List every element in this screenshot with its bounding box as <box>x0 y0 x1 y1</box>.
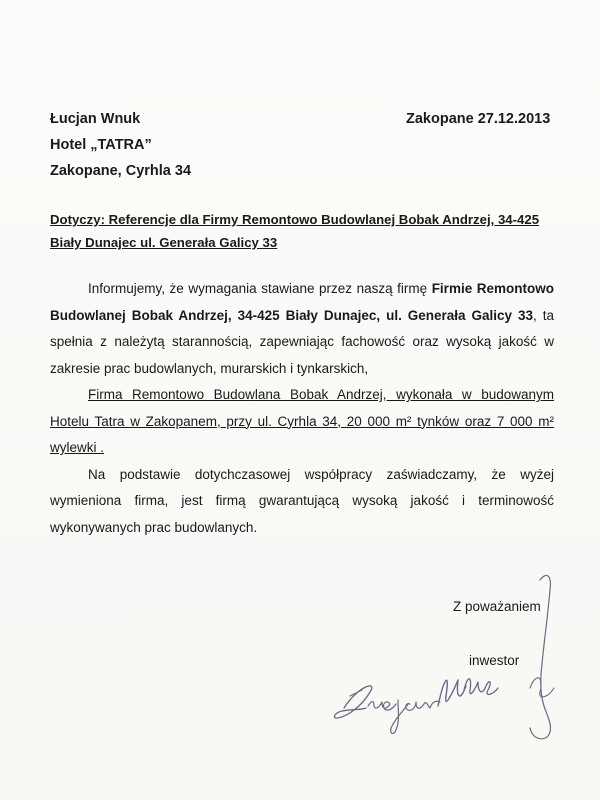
paragraph-2 <box>50 382 554 462</box>
subject-line <box>50 208 570 254</box>
paragraph-2-text: Firma Remontowo Budowlana Bobak Andrzej, wykonała w budowanym Hotelu Tatra w Zakopanem, przy ul. Cyrhla 34, 20 000 m² tynków oraz 7 000 m² wylewki . <box>50 387 554 455</box>
signer-role: inwestor <box>469 653 520 668</box>
subject-line-2: Biały Dunajec ul. Generała Galicy 33 <box>50 235 278 250</box>
paragraph-1-start: Informujemy, że wymagania stawiane przez naszą firmę <box>88 281 432 296</box>
letter-body <box>50 276 554 541</box>
paragraph-1-company: Firmie Remontowo Budowlanej Bobak Andrzej, 34-425 Biały Dunajec, ul. Generała Galicy 33 <box>50 281 554 323</box>
sender-name: Łucjan Wnuk <box>50 111 141 127</box>
sender-hotel: Hotel „TATRA” <box>50 137 152 153</box>
letter-date: Zakopane 27.12.2013 <box>406 111 551 127</box>
sender-address: Zakopane, Cyrhla 34 <box>50 163 192 179</box>
closing-phrase: Z poważaniem <box>453 599 541 614</box>
handwritten-signature <box>318 568 580 750</box>
paragraph-1 <box>50 276 554 382</box>
sender-block <box>50 106 191 184</box>
paragraph-3: Na podstawie dotychczasowej współpracy zaświadczamy, że wyżej wymieniona firma, jest firmą gwarantującą wysoką jakość i terminowość wykonywanych prac budowlanych. <box>50 466 554 535</box>
paragraph-1-end: , ta spełnia z należytą starannością, zapewniając fachowość oraz wysoką jakość w zakresie prac budowlanych, murarskich i tynkarskich, <box>50 307 554 376</box>
subject-line-1: Dotyczy: Referencje dla Firmy Remontowo Budowlanej Bobak Andrzej, 34-425 <box>50 212 540 227</box>
